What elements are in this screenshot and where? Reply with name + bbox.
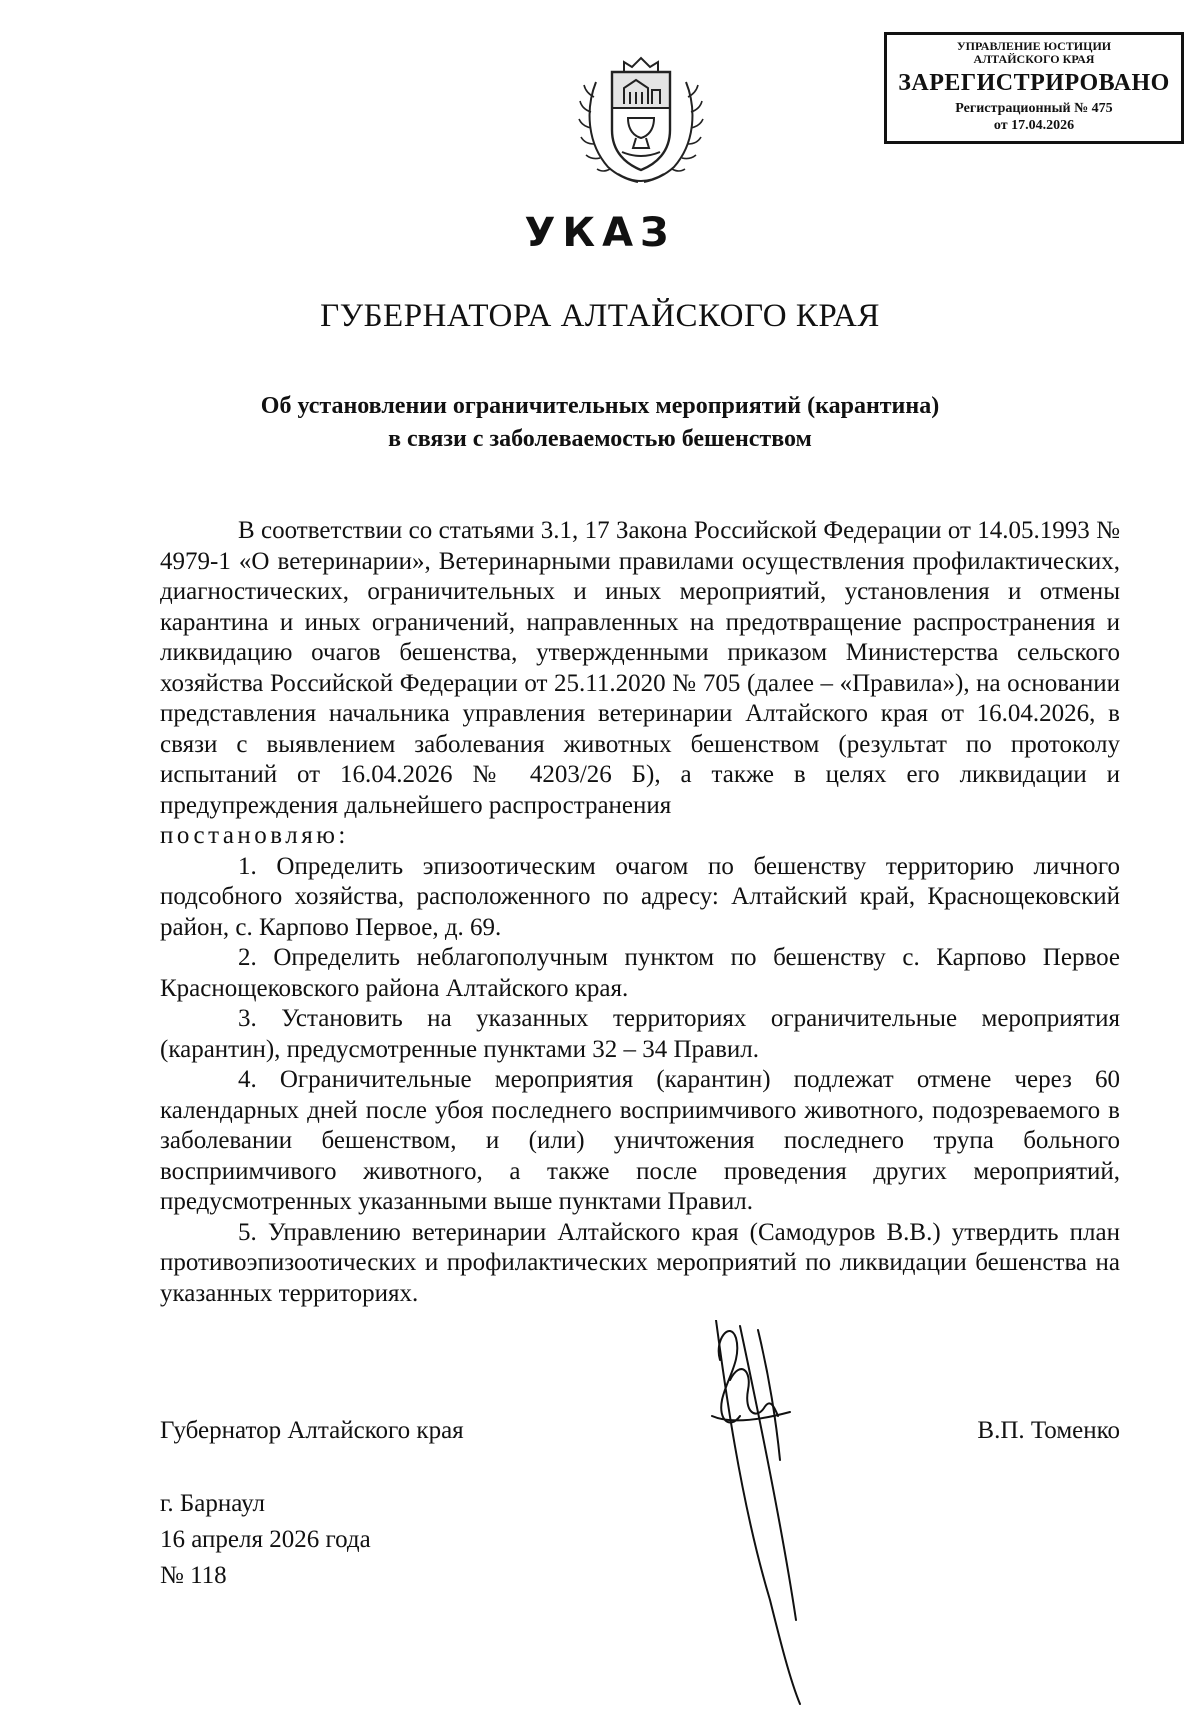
issue-number: № 118 xyxy=(160,1562,227,1589)
item-4: 4. Ограничительные мероприятия (карантин) подлежат отмене через 60 календарных дней после убоя последнего восприимчивого животного, подозреваемого в заболевании бешенством, и (или) уничтожения последнего трупа больного восприимчивого животного, а также после проведения других мероприятий, предусмотренных указанными выше пунктами Правил. xyxy=(160,1066,1120,1215)
signatory-position: Губернатор Алтайского края xyxy=(160,1417,464,1444)
document-type: УКАЗ xyxy=(524,210,676,256)
stamp-org-line2: АЛТАЙСКОГО КРАЯ xyxy=(973,52,1095,67)
signatory-name: В.П. Томенко xyxy=(977,1417,1120,1444)
stamp-status: ЗАРЕГИСТРИРОВАНО xyxy=(898,70,1170,97)
item-3: 3. Установить на указанных территориях ограничительные мероприятия (карантин), предусмотренные пунктами 32 – 34 Правил. xyxy=(160,1005,1120,1063)
resolve-word: постановляю: xyxy=(160,822,349,849)
item-5: 5. Управлению ветеринарии Алтайского края (Самодуров В.В.) утвердить план противоэпизоотических и профилактических мероприятий по ликвидации бешенства на указанных территориях. xyxy=(160,1218,1120,1307)
stamp-org-line1: УПРАВЛЕНИЕ ЮСТИЦИИ xyxy=(956,39,1112,53)
item-1: 1. Определить эпизоотическим очагом по бешенству территорию личного подсобного хозяйства, расположенного по адресу: Алтайский край, Краснощековский район, с. Карпово Первое, д. 69. xyxy=(160,852,1120,941)
preamble-paragraph: В соответствии со статьями 3.1, 17 Закона Российской Федерации от 14.05.1993 № 4979-1 «О ветеринарии», Ветеринарными правилами осуществления профилактических, диагностических, ограничительных и иных мероприятий, установления и отмены карантина и иных ограничений, направленных на предотвращение распространения и ликвидацию очагов бешенства, утвержденными приказом Министерства сельского хозяйства Российской Федерации от 25.11.2020 № 705 (далее – «Правила»), на основании представления начальника управления ветеринарии Алтайского края от 16.04.2026, в связи с выявлением заболевания животных бешенством (результат по протоколу испытаний от 16.04.2026 № 4203/26 Б), а также в целях его ликвидации и предупреждения дальнейшего распространения xyxy=(160,517,1120,819)
handwritten-signature-icon xyxy=(700,1320,920,1705)
issue-city: г. Барнаул xyxy=(160,1490,265,1517)
stamp-reg-number: Регистрационный № 475 xyxy=(955,100,1113,116)
document-author: ГУБЕРНАТОРА АЛТАЙСКОГО КРАЯ xyxy=(320,298,880,334)
subject-line-2: в связи с заболеваемостью бешенством xyxy=(388,426,812,452)
stamp-reg-date: от 17.04.2026 xyxy=(993,118,1075,134)
registration-stamp xyxy=(884,32,1184,144)
issue-details xyxy=(160,1486,371,1594)
item-2: 2. Определить неблагополучным пунктом по бешенству с. Карпово Первое Краснощековского района Алтайского края. xyxy=(160,944,1120,1002)
coat-of-arms-icon xyxy=(578,52,704,188)
issue-date: 16 апреля 2026 года xyxy=(160,1526,371,1553)
document-body xyxy=(160,516,1120,1309)
subject-line-1: Об установлении ограничительных мероприятий (карантина) xyxy=(260,393,940,419)
document-subject xyxy=(0,390,1200,456)
